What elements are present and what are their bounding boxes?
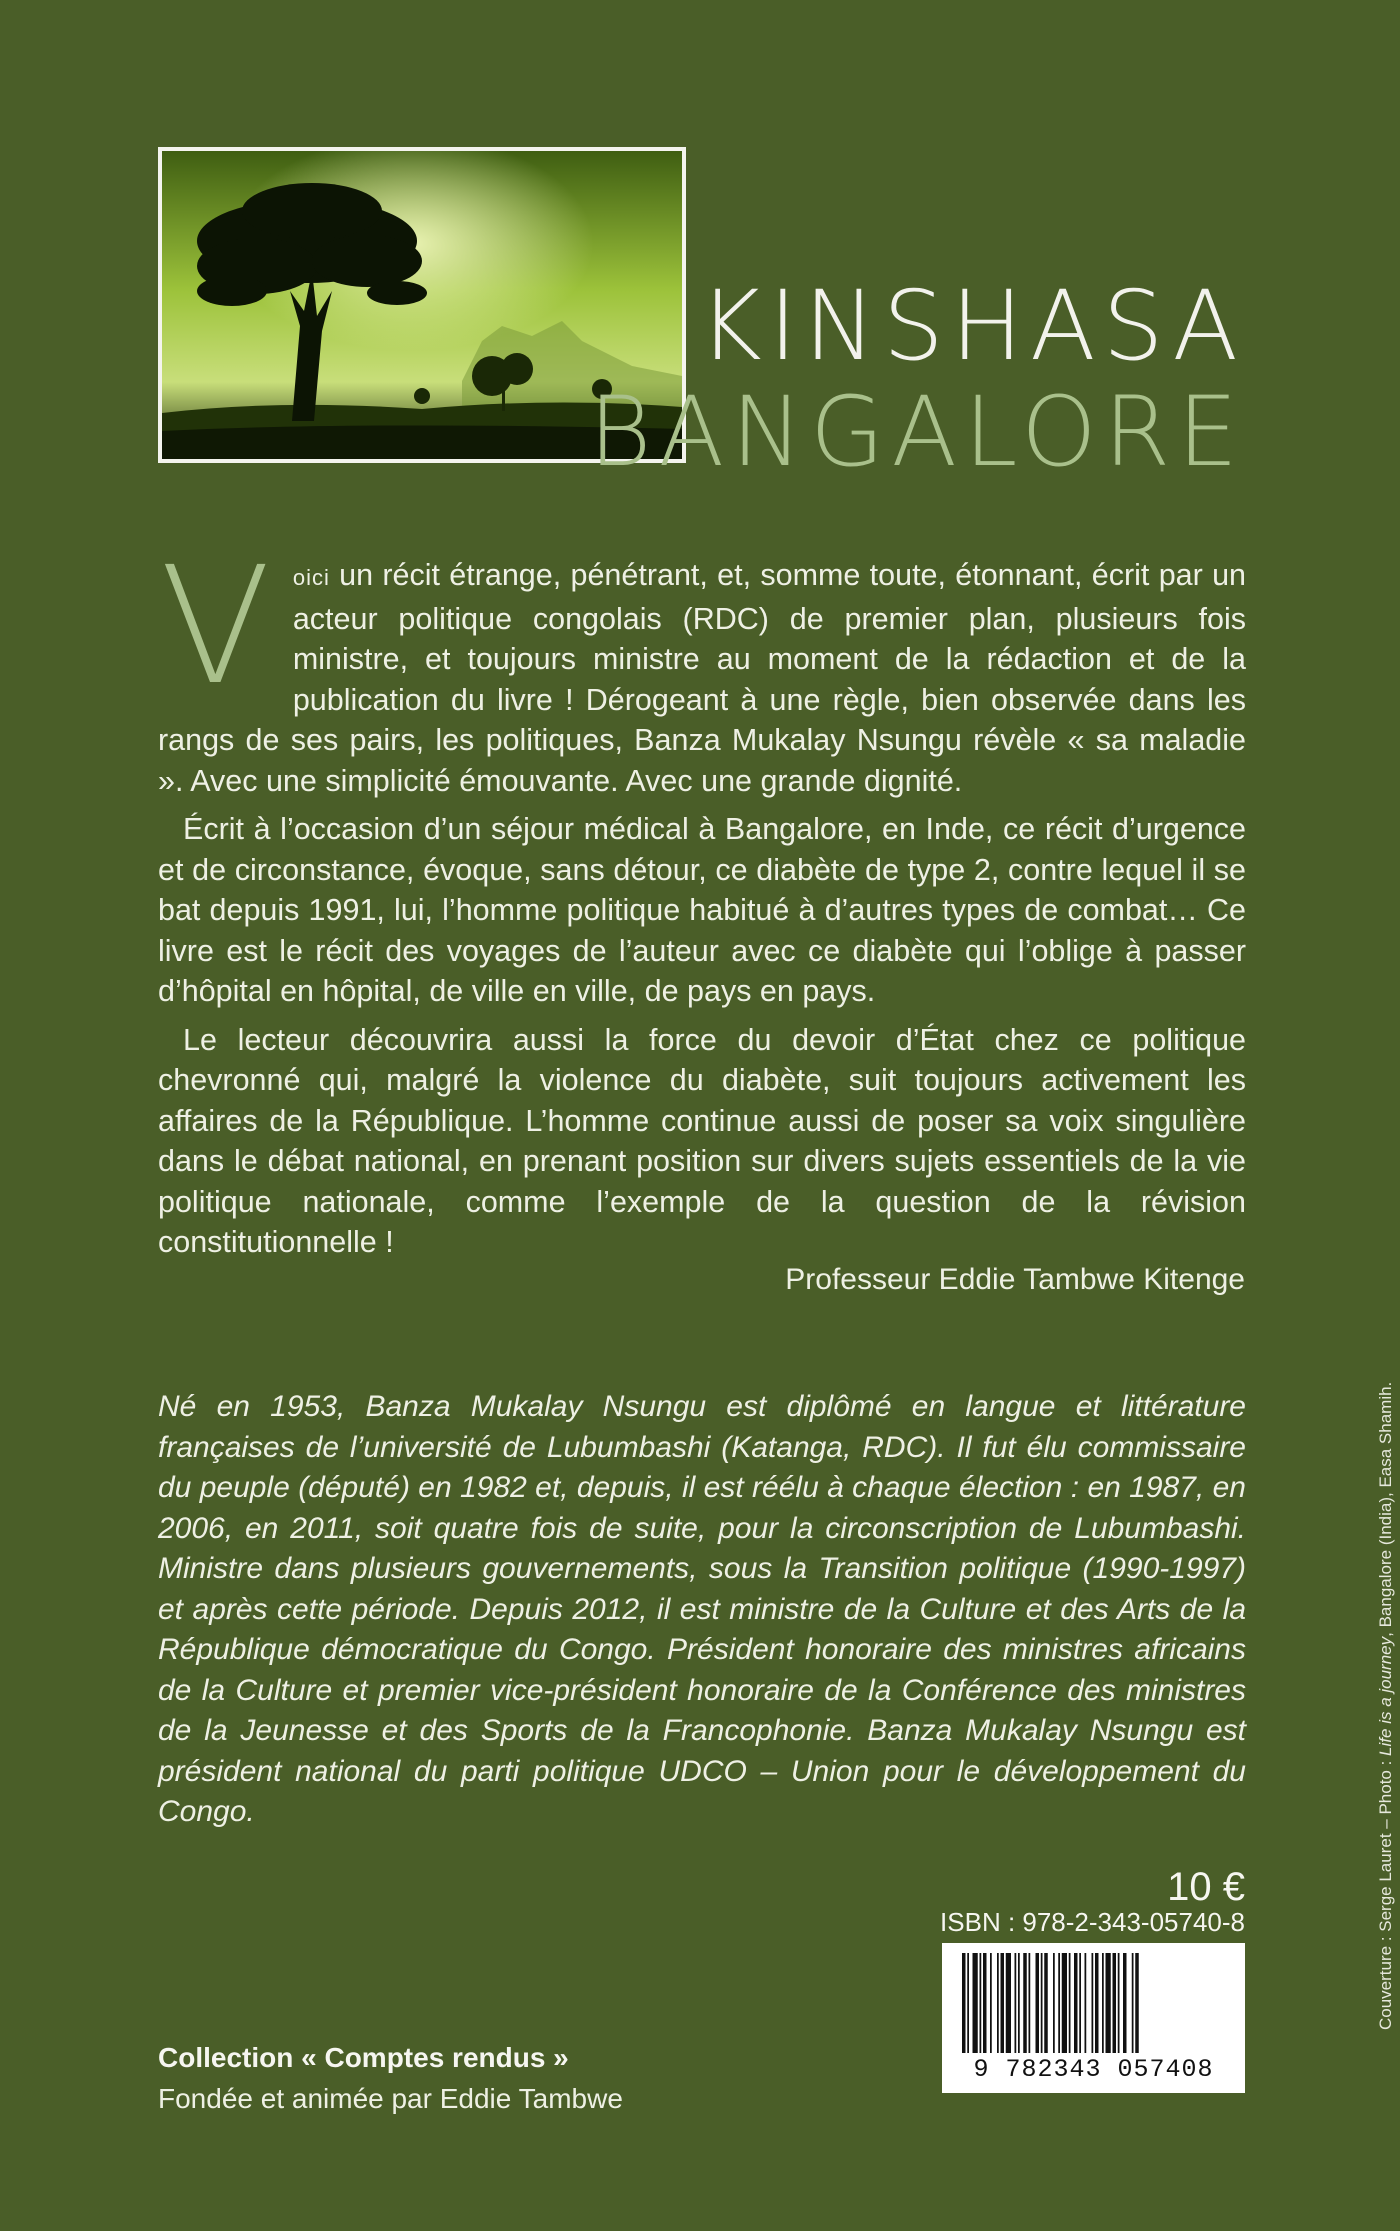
- drop-cap: V: [160, 533, 271, 721]
- barcode-bar: [997, 1953, 999, 2053]
- price: 10 €: [1167, 1865, 1245, 1909]
- summary-paragraph-1-text: un récit étrange, pénétrant, et, somme toute, étonnant, écrit par un acteur politique congolais (RDC) de premier plan, plusieurs fois ministre, et toujours ministre au moment de la rédaction et de la publication du livre ! Dérogeant à une règle, bien observée dans les rangs de ses pairs, les politiques, Banza Mukalay Nsungu révèle « sa maladie ». Avec une simplicité émouvante. Avec une grande dignité.: [158, 558, 1246, 798]
- author-bio: Né en 1953, Banza Mukalay Nsungu est diplômé en langue et littérature françaises de l’université de Lubumbashi (Katanga, RDC). Il fut élu commissaire du peuple (député) en 1982 et, depuis, il est réélu à chaque élection : en 1987, en 2006, en 2011, soit quatre fois de suite, pour la circonscription de Lubumbashi. Ministre dans plusieurs gouvernements, sous la Transition politique (1990-1997) et après cette période. Depuis 2012, il est ministre de la Culture et des Arts de la République démocratique du Congo. Président honoraire des ministres africains de la Culture et premier vice-président honoraire de la Conférence des ministres de la Jeunesse et des Sports de la Francophonie. Banza Mukalay Nsungu est président national du parti politique UDCO – Union pour le développement du Congo.: [158, 1390, 1246, 1828]
- barcode-bar: [983, 1953, 987, 2053]
- barcode-bar: [1102, 1953, 1104, 2053]
- book-title: [588, 270, 1245, 488]
- barcode-bar: [1113, 1953, 1117, 2053]
- credit-suffix: , Bangalore (India), Easa Shamih.: [1376, 1381, 1395, 1637]
- barcode-bars: [956, 1953, 1231, 2053]
- barcode-bar: [1058, 1953, 1060, 2053]
- barcode-bar: [1069, 1953, 1071, 2053]
- summary-paragraph-2: Écrit à l’occasion d’un séjour médical à Bangalore, en Inde, ce récit d’urgence et de circonstance, évoque, sans détour, ce diabète de type 2, contre lequel il se bat depuis 1991, lui, l’homme politique habitué à d’autres types de combat… Ce livre est le récit des voyages de l’auteur avec ce diabète qui l’oblige à passer d’hôpital en hôpital, de ville en ville, de pays en pays.: [158, 812, 1246, 1008]
- barcode-bar: [1085, 1953, 1087, 2053]
- barcode-bar: [973, 1953, 978, 2053]
- barcode-bar: [1095, 1953, 1099, 2053]
- barcode-bar: [1079, 1953, 1081, 2053]
- barcode-bar: [1036, 1953, 1040, 2053]
- barcode-bar: [1044, 1953, 1048, 2053]
- barcode-bar: [962, 1953, 966, 2053]
- barcode-bar: [1074, 1953, 1078, 2053]
- title-line-kinshasa: KINSHASA: [698, 270, 1245, 382]
- drop-cap-smallcaps: oici: [292, 565, 330, 590]
- barcode-bar: [1015, 1953, 1017, 2053]
- barcode-bar: [1135, 1953, 1139, 2053]
- collection-founder: Fondée et animée par Eddie Tambwe: [158, 2083, 623, 2114]
- summary-text: [158, 533, 1246, 1271]
- barcode: [942, 1943, 1245, 2093]
- barcode-bar: [1001, 1953, 1005, 2053]
- barcode-bar: [1132, 1953, 1134, 2053]
- barcode-bar: [980, 1953, 982, 2053]
- barcode-bar: [1092, 1953, 1094, 2053]
- credit-prefix: Couverture : Serge Lauret – Photo :: [1376, 1755, 1395, 2030]
- barcode-bar: [1006, 1953, 1011, 2053]
- barcode-digits: 9 782343 057408: [973, 2055, 1214, 2084]
- barcode-bar: [1029, 1953, 1031, 2053]
- barcode-bar: [1023, 1953, 1027, 2053]
- barcode-bar: [1106, 1953, 1111, 2053]
- summary-signature: Professeur Eddie Tambwe Kitenge: [785, 1263, 1245, 1296]
- barcode-bar: [1123, 1953, 1127, 2053]
- title-line-bangalore: BANGALORE: [588, 376, 1245, 488]
- barcode-bar: [1118, 1953, 1120, 2053]
- credit-photo-title: Life is a journey: [1376, 1636, 1395, 1756]
- barcode-bar: [990, 1953, 992, 2053]
- barcode-bar: [1041, 1953, 1043, 2053]
- summary-paragraph-1: [158, 533, 1246, 801]
- barcode-bar: [967, 1953, 969, 2053]
- isbn: ISBN : 978-2-343-05740-8: [940, 1907, 1245, 1937]
- cover-credit: [1376, 1382, 1396, 2030]
- summary-paragraph-3: Le lecteur découvrira aussi la force du devoir d’État chez ce politique chevronné qui, malgré la violence du diabète, suit toujours activement les affaires de la République. L’homme continue aussi de poser sa voix singulière dans le débat national, en prenant position sur divers sujets essentiels de la vie politique nationale, comme l’exemple de la question de la révision constitutionnelle !: [158, 1022, 1246, 1259]
- barcode-bar: [1062, 1953, 1067, 2053]
- barcode-bar: [1018, 1953, 1020, 2053]
- barcode-bar: [1053, 1953, 1055, 2053]
- collection-name: Collection « Comptes rendus »: [158, 2042, 569, 2073]
